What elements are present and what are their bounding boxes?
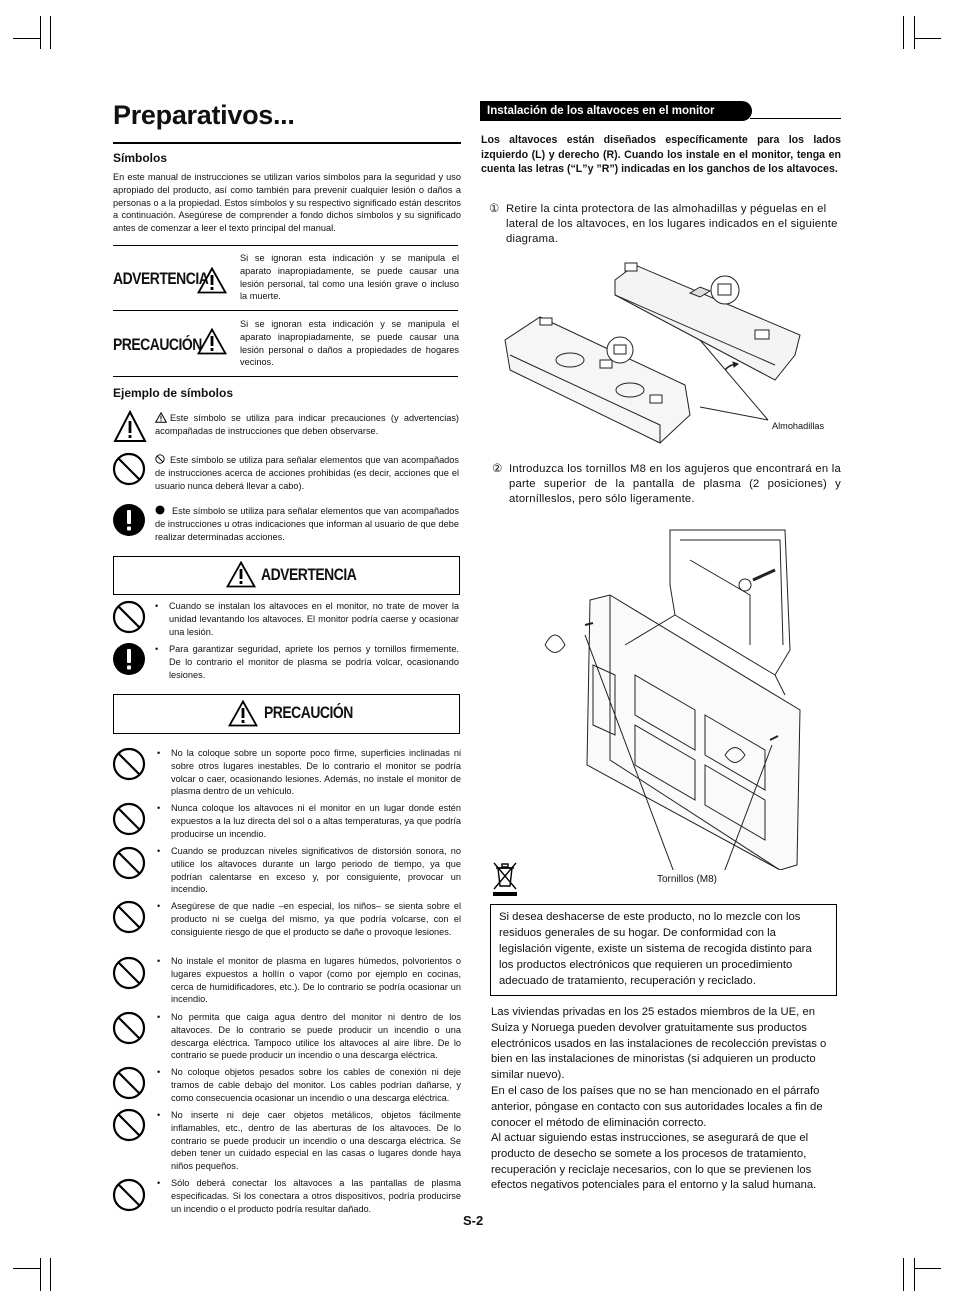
list-item: • Cuando se produzcan niveles significativos de distorsión sonora, no utilice los altavoces durante un largo periodo de tiempo, ya que podrían calentarse en exceso y, por consiguiente, provocar un incendio. xyxy=(157,846,461,895)
mandatory-icon xyxy=(112,642,146,676)
list-item: • Cuando se instalan los altavoces en el monitor, no trate de mover la unidad levantando los altavoces. El monitor podría caerse y ocasionar una lesión. xyxy=(155,601,459,637)
recycle-paragraph-2: En el caso de los países que no se han mencionado en el párrafo anterior, póngase en contacto con sus autoridades locales a fin de conocer el método de eliminación correcto. xyxy=(491,1085,823,1129)
page-title: Preparativos... xyxy=(113,100,295,130)
section-title: Instalación de los altavoces en el monitor xyxy=(480,101,752,121)
crop-mark xyxy=(40,1258,41,1291)
list-item: • Nunca coloque los altavoces ni el monitor en un lugar donde estén expuestos a la luz directa del sol o a altas temperaturas, ya que podría producirse un incendio. xyxy=(157,803,461,839)
page-number: S-2 xyxy=(463,1213,484,1228)
list-item: • Asegúrese de que nadie –en especial, los niños– se sienta sobre el producto ni se cuelga del mismo, ya que podría volcarse, con el consiguiente riesgo de que el producto se dañe o provoque lesiones. xyxy=(157,901,461,937)
list-item: • No instale el monitor de plasma en lugares húmedos, polvorientos o lugares expuestos a hollín o vapor (como por ejemplo en cocinas, cerca de humidificadores, etc.). De lo contrario se podría ocasionar un incendio. xyxy=(157,956,461,1005)
divider xyxy=(113,310,458,311)
crop-mark xyxy=(13,1268,41,1269)
prohibited-icon xyxy=(112,1066,146,1100)
crop-mark xyxy=(40,16,41,49)
banner-advertencia-label: ADVERTENCIA xyxy=(261,565,357,584)
list-item: • Para garantizar seguridad, apriete los pernos y tornillos firmemente. De lo contrario el monitor de plasma se podría volcar, ocasionando lesiones. xyxy=(155,644,459,680)
advertencia-text: Si se ignoran esta indicación y se manipula el aparato inapropiadamente, se puede causar una lesión personal, tal como una lesión grave o incluso la muerte. xyxy=(240,253,459,302)
prohibited-icon xyxy=(112,747,146,781)
warning-triangle-icon xyxy=(228,700,258,727)
caution-triangle-icon xyxy=(113,410,147,444)
ejemplo-heading: Ejemplo de símbolos xyxy=(113,386,234,400)
simbolos-heading: Símbolos xyxy=(113,151,168,165)
prohibited-icon xyxy=(112,1178,146,1212)
precaucion-block xyxy=(113,327,233,361)
step-2: ② Introduzca los tornillos M8 en los agujeros que encontrará en la parte superior de la pantalla de plasma (2 posiciones) y atornílleslos, pero sólo ligeramente. xyxy=(492,463,841,506)
weee-bin-icon xyxy=(491,861,519,897)
crop-mark xyxy=(914,1268,941,1269)
advertencia-block xyxy=(113,265,233,299)
prohibited-icon xyxy=(112,600,146,634)
crop-mark xyxy=(914,38,941,39)
warning-triangle-icon xyxy=(226,561,256,588)
recycle-box: Si desea deshacerse de este producto, no lo mezcle con los residuos generales de su hogar. De conformidad con la legislación vigente, existe un sistema de recogida distinto para los productos electrónicos que requieren un procedimiento adecuado de tratamiento, recuperación y reciclado. xyxy=(490,904,837,996)
simbolos-text: En este manual de instrucciones se utilizan varios símbolos para la seguridad y uso apropiado del producto, así como también para prevenir cualquier lesión o daños a personas o a la propiedad. Estos símbolos y su respectivo significado están descritos a continuación. Asegúrese de comprender a fondo dichos símbolos y su significado antes de comenzar a leer el texto principal del manual. xyxy=(113,172,461,234)
label-almohadillas: Almohadillas xyxy=(772,421,825,431)
list-item: • No coloque objetos pesados sobre los cables de conexión ni deje tramos de cable debajo del monitor. Los cables podrían dañarse, y como consecuencia ocasionar un incendio o una descarga eléctrica. xyxy=(157,1067,461,1103)
section-rule xyxy=(750,118,841,119)
divider xyxy=(113,376,458,377)
crop-mark xyxy=(903,16,904,49)
crop-mark xyxy=(50,16,51,49)
list-item: • No permita que caiga agua dentro del monitor ni dentro de los altavoces. De lo contrario se puede producir un incendio o una descarga eléctrica. Tampoco utilice los altavoces al aire libre. De lo contrario se puede producir un incendio o una descarga eléctrica. xyxy=(157,1012,461,1061)
precaucion-label: PRECAUCIÓN xyxy=(113,335,202,354)
prohibited-icon xyxy=(112,452,146,486)
warning-triangle-icon xyxy=(197,328,227,355)
crop-mark xyxy=(914,16,915,49)
banner-precaucion-label: PRECAUCIÓN xyxy=(264,703,353,722)
prohibited-icon xyxy=(112,900,146,934)
crop-mark xyxy=(903,1258,904,1291)
warning-triangle-icon xyxy=(197,267,227,294)
prohibited-icon xyxy=(112,1011,146,1045)
intro-text: Los altavoces están diseñados específicamente para los lados izquierdo (L) y derecho (R). Cuando los instale en el monitor, tenga en cuenta las letras (“L”y ”R”) indicadas en los ganchos de los altavoces. xyxy=(481,134,841,176)
divider xyxy=(113,245,458,246)
prohibited-icon xyxy=(112,802,146,836)
prohibited-icon xyxy=(112,846,146,880)
label-tornillos: Tornillos (M8) xyxy=(657,874,718,885)
title-rule xyxy=(113,142,461,144)
ejemplo-text-prohibited: Este símbolo se utiliza para señalar elementos que van acompañados de instrucciones acerca de acciones prohibidas (es decir, acciones que el usuario nunca deberá llevar a cabo). xyxy=(155,455,459,491)
ejemplo-text-mandatory: Este símbolo se utiliza para señalar elementos que van acompañados de instrucciones u otras indicaciones que informan al usuario de que debe realizar determinadas acciones. xyxy=(155,506,459,542)
precaucion-banner xyxy=(113,694,460,734)
crop-mark xyxy=(50,1258,51,1291)
crop-mark xyxy=(914,1258,915,1291)
recycle-paragraph-3: Al actuar siguiendo estas instrucciones, se asegurará de que el producto de desecho se somete a los procesos de tratamiento, recuperación y reciclaje necesarios, con lo que se previenen los efectos negativos potenciales para el entorno y la salud humana. xyxy=(491,1132,817,1192)
crop-mark xyxy=(13,38,41,39)
step-1: ① Retire la cinta protectora de las almohadillas y péguelas en el lateral de los altavoces, en los lugares indicados en el siguiente diagrama. xyxy=(489,203,838,246)
advertencia-label: ADVERTENCIA xyxy=(113,269,209,288)
mandatory-icon xyxy=(112,503,146,537)
recycle-paragraph-1: Las viviendas privadas en los 25 estados miembros de la UE, en Suiza y Noruega pueden devolver gratuitamente sus productos electrónicos usados en las instalaciones de recolección previstas o bien en las instalaciones de minoristas (si adquieren un producto similar nuevo). xyxy=(491,1006,827,1082)
precaucion-text: Si se ignoran esta indicación y se manipula el aparato inapropiadamente, se puede causar una lesión personal o daños a propiedades de hogares vecinos. xyxy=(240,319,459,368)
list-item: • Sólo deberá conectar los altavoces a las pantallas de plasma especificadas. Si los conectara a otros dispositivos, podría producirse un incendio o el producto podría resultar dañado. xyxy=(157,1178,461,1214)
advertencia-banner xyxy=(113,556,460,595)
list-item: • No inserte ni deje caer objetos metálicos, objetos fácilmente inflamables, etc., dentro de las aberturas de los altavoces. De lo contrario se puede producir un incendio o una descarga eléctrica. Se deben tener un cuidado especial en las casas o lugares donde haya niños pequeños. xyxy=(157,1110,461,1172)
list-item: • No la coloque sobre un soporte poco firme, superficies inclinadas ni sobre otros lugares inestables. De lo contrario el monitor se podría volcar o caer, ocasionando lesiones. Además, no instale el monitor de plasma dentro de un vehículo. xyxy=(157,748,461,797)
ejemplo-text-caution: Este símbolo se utiliza para indicar precauciones (y advertencias) acompañadas de instrucciones que deben observarse. xyxy=(155,413,459,436)
prohibited-icon xyxy=(112,956,146,990)
prohibited-icon xyxy=(112,1108,146,1142)
monitor-screws-diagram xyxy=(525,525,825,870)
